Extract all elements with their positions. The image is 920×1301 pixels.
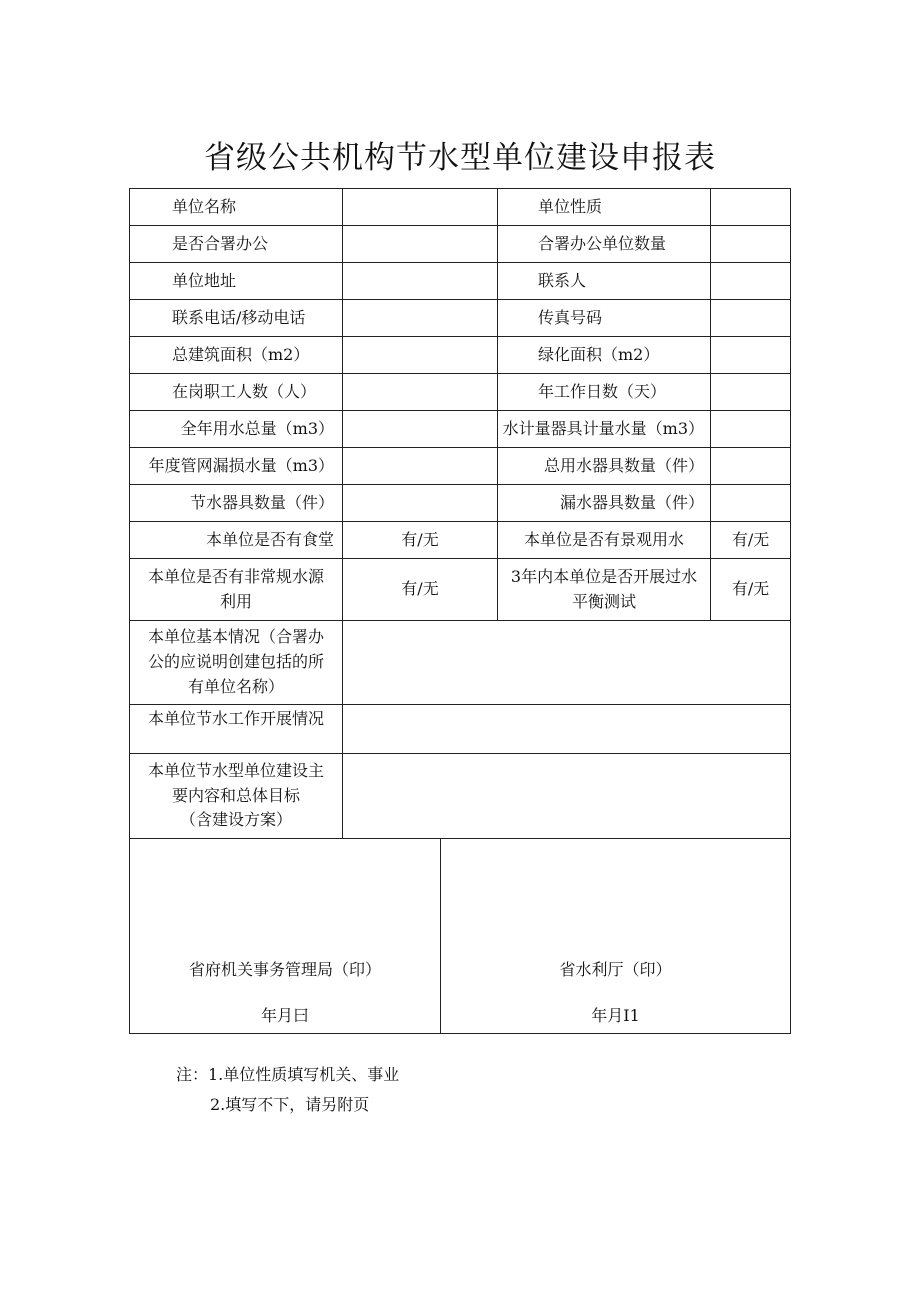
form-row-fixtures xyxy=(130,485,791,522)
label-unit-address: 单位地址 xyxy=(130,263,343,300)
label-balance-line2: 平衡测试 xyxy=(572,591,637,611)
field-basic-info[interactable] xyxy=(343,621,791,705)
field-leaking-fixtures[interactable] xyxy=(711,485,791,522)
label-landscape-water: 本单位是否有景观用水 xyxy=(498,522,711,559)
label-total-fixtures: 总用水器具数量（件） xyxy=(498,448,711,485)
field-contact-person[interactable] xyxy=(711,263,791,300)
label-basic-line1: 本单位基本情况（合署办 xyxy=(147,627,324,647)
label-unit-name: 单位名称 xyxy=(130,189,343,226)
field-unit-address[interactable] xyxy=(343,263,498,300)
field-work-days[interactable] xyxy=(711,374,791,411)
label-leaking-fixtures: 漏水器具数量（件） xyxy=(498,485,711,522)
label-basic-line3: 有单位名称） xyxy=(187,676,284,696)
label-staff-count: 在岗职工人数（人） xyxy=(130,374,343,411)
form-row-water-total xyxy=(130,411,791,448)
signature-right-box[interactable] xyxy=(441,839,791,1034)
field-phone[interactable] xyxy=(343,300,498,337)
form-row-address xyxy=(130,263,791,300)
field-joint-office[interactable] xyxy=(343,226,498,263)
form-row-phone xyxy=(130,300,791,337)
form-row-work-status xyxy=(130,705,791,754)
signature-left-date: 年月曰 xyxy=(260,1006,309,1026)
field-metered-water[interactable] xyxy=(711,411,791,448)
option-landscape-yesno[interactable]: 有/无 xyxy=(711,522,791,559)
label-work-status: 本单位节水工作开展情况 xyxy=(130,705,343,754)
field-building-area[interactable] xyxy=(343,337,498,374)
label-unit-nature: 单位性质 xyxy=(498,189,711,226)
label-work-days: 年工作日数（天） xyxy=(498,374,711,411)
label-joint-office: 是否合署办公 xyxy=(130,226,343,263)
label-building-area: 总建筑面积（m2） xyxy=(130,337,343,374)
label-main-line2: 要内容和总体目标 xyxy=(171,785,300,805)
form-row-joint-office xyxy=(130,226,791,263)
form-notes xyxy=(176,1060,399,1120)
form-row-leakage xyxy=(130,448,791,485)
label-unconventional-line1: 本单位是否有非常规水源 xyxy=(147,566,324,586)
signature-left-box[interactable] xyxy=(130,839,441,1034)
field-main-content[interactable] xyxy=(343,754,791,839)
field-pipe-leakage[interactable] xyxy=(343,448,498,485)
label-contact-person: 联系人 xyxy=(498,263,711,300)
field-green-area[interactable] xyxy=(711,337,791,374)
note-line-2: 2.填写不下，请另附页 xyxy=(210,1095,370,1114)
label-unconventional-line2: 利用 xyxy=(219,591,252,611)
label-pipe-leakage: 年度管网漏损水量（m3） xyxy=(130,448,343,485)
field-unit-name[interactable] xyxy=(343,189,498,226)
option-unconventional-yesno[interactable]: 有/无 xyxy=(343,559,498,621)
field-fax[interactable] xyxy=(711,300,791,337)
form-row-canteen xyxy=(130,522,791,559)
label-balance-line1: 3年内本单位是否开展过水 xyxy=(510,566,698,586)
form-row-unconventional xyxy=(130,559,791,621)
label-phone: 联系电话/移动电话 xyxy=(130,300,343,337)
form-row-staff xyxy=(130,374,791,411)
form-row-signatures xyxy=(130,839,791,1034)
label-balance-test xyxy=(498,559,711,621)
label-green-area: 绿化面积（m2） xyxy=(498,337,711,374)
field-unit-nature[interactable] xyxy=(711,189,791,226)
label-annual-water: 全年用水总量（m3） xyxy=(130,411,343,448)
label-unconventional-water xyxy=(130,559,343,621)
field-total-fixtures[interactable] xyxy=(711,448,791,485)
field-joint-office-count[interactable] xyxy=(711,226,791,263)
note-line-1: 注：1.单位性质填写机关、事业 xyxy=(176,1065,400,1084)
form-row-basic-info xyxy=(130,621,791,705)
field-annual-water[interactable] xyxy=(343,411,498,448)
label-metered-water: 水计量器具计量水量（m3） xyxy=(498,411,711,448)
form-row-area xyxy=(130,337,791,374)
label-fax: 传真号码 xyxy=(498,300,711,337)
label-main-line3: （含建设方案） xyxy=(179,810,292,830)
form-title: 省级公共机构节水型单位建设申报表 xyxy=(204,140,716,176)
label-canteen: 本单位是否有食堂 xyxy=(130,522,343,559)
label-saving-fixtures: 节水器具数量（件） xyxy=(130,485,343,522)
signature-left-agency: 省府机关事务管理局（印） xyxy=(188,960,381,980)
field-staff-count[interactable] xyxy=(343,374,498,411)
form-row-main-content xyxy=(130,754,791,839)
label-basic-line2: 公的应说明创建包括的所 xyxy=(147,652,324,672)
signature-right-agency: 省水利厅（印） xyxy=(559,960,672,980)
label-basic-info xyxy=(130,621,343,705)
option-balance-yesno[interactable]: 有/无 xyxy=(711,559,791,621)
field-saving-fixtures[interactable] xyxy=(343,485,498,522)
application-form-table xyxy=(129,188,791,1034)
form-row-unit-name xyxy=(130,189,791,226)
label-main-line1: 本单位节水型单位建设主 xyxy=(147,760,324,780)
field-work-status[interactable] xyxy=(343,705,791,754)
label-joint-office-count: 合署办公单位数量 xyxy=(498,226,711,263)
option-canteen-yesno[interactable]: 有/无 xyxy=(343,522,498,559)
signature-right-date: 年月I1 xyxy=(591,1006,640,1026)
label-main-content xyxy=(130,754,343,839)
